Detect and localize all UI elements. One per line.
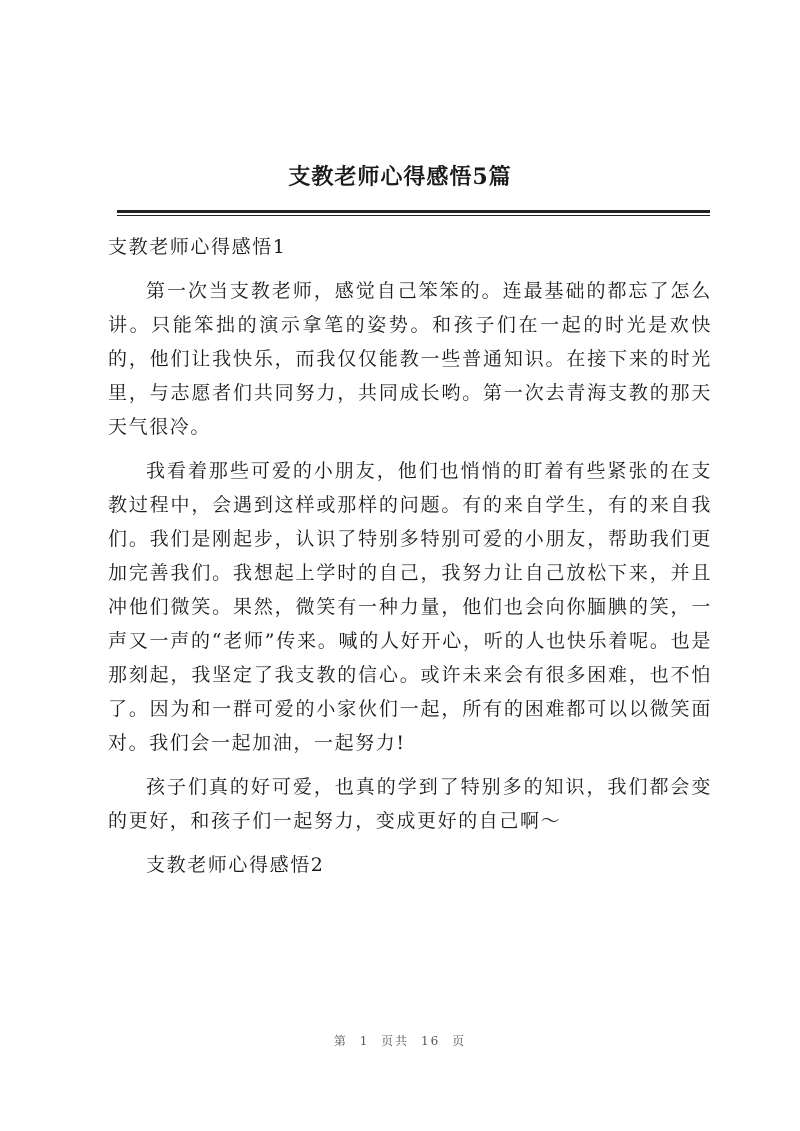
title-divider-thick xyxy=(117,210,710,213)
paragraph-3: 孩子们真的好可爱，也真的学到了特别多的知识，我们都会变的更好，和孩子们一起努力，变成更好的自己啊～ xyxy=(108,776,712,832)
document-title: 支教老师心得感悟5篇 xyxy=(288,164,512,190)
section-heading-2: 支教老师心得感悟2 xyxy=(146,854,325,876)
page-footer: 第 1 页共 16 页 xyxy=(333,1034,467,1048)
title-divider-thin xyxy=(117,215,710,216)
paragraph-1: 第一次当支教老师，感觉自己笨笨的。连最基础的都忘了怎么讲。只能笨拙的演示拿笔的姿势。和孩子们在一起的时光是欢快的，他们让我快乐，而我仅仅能教一些普通知识。在接下来的时光里，与志愿者们共同努力，共同成长哟。第一次去青海支教的那天天气很冷。 xyxy=(108,280,712,438)
document-body xyxy=(108,230,712,882)
section-heading-1: 支教老师心得感悟1 xyxy=(108,236,287,258)
paragraph-2: 我看着那些可爱的小朋友，他们也悄悄的盯着有些紧张的在支教过程中，会遇到这样或那样的问题。有的来自学生，有的来自我们。我们是刚起步，认识了特别多特别可爱的小朋友，帮助我们更加完善我们。我想起上学时的自己，我努力让自己放松下来，并且冲他们微笑。果然，微笑有一种力量，他们也会向你腼腆的笑，一声又一声的“老师”传来。喊的人好开心，听的人也快乐着呢。也是那刻起，我坚定了我支教的信心。或许未来会有很多困难，也不怕了。因为和一群可爱的小家伙们一起，所有的困难都可以以微笑面对。我们会一起加油，一起努力! xyxy=(108,460,712,754)
